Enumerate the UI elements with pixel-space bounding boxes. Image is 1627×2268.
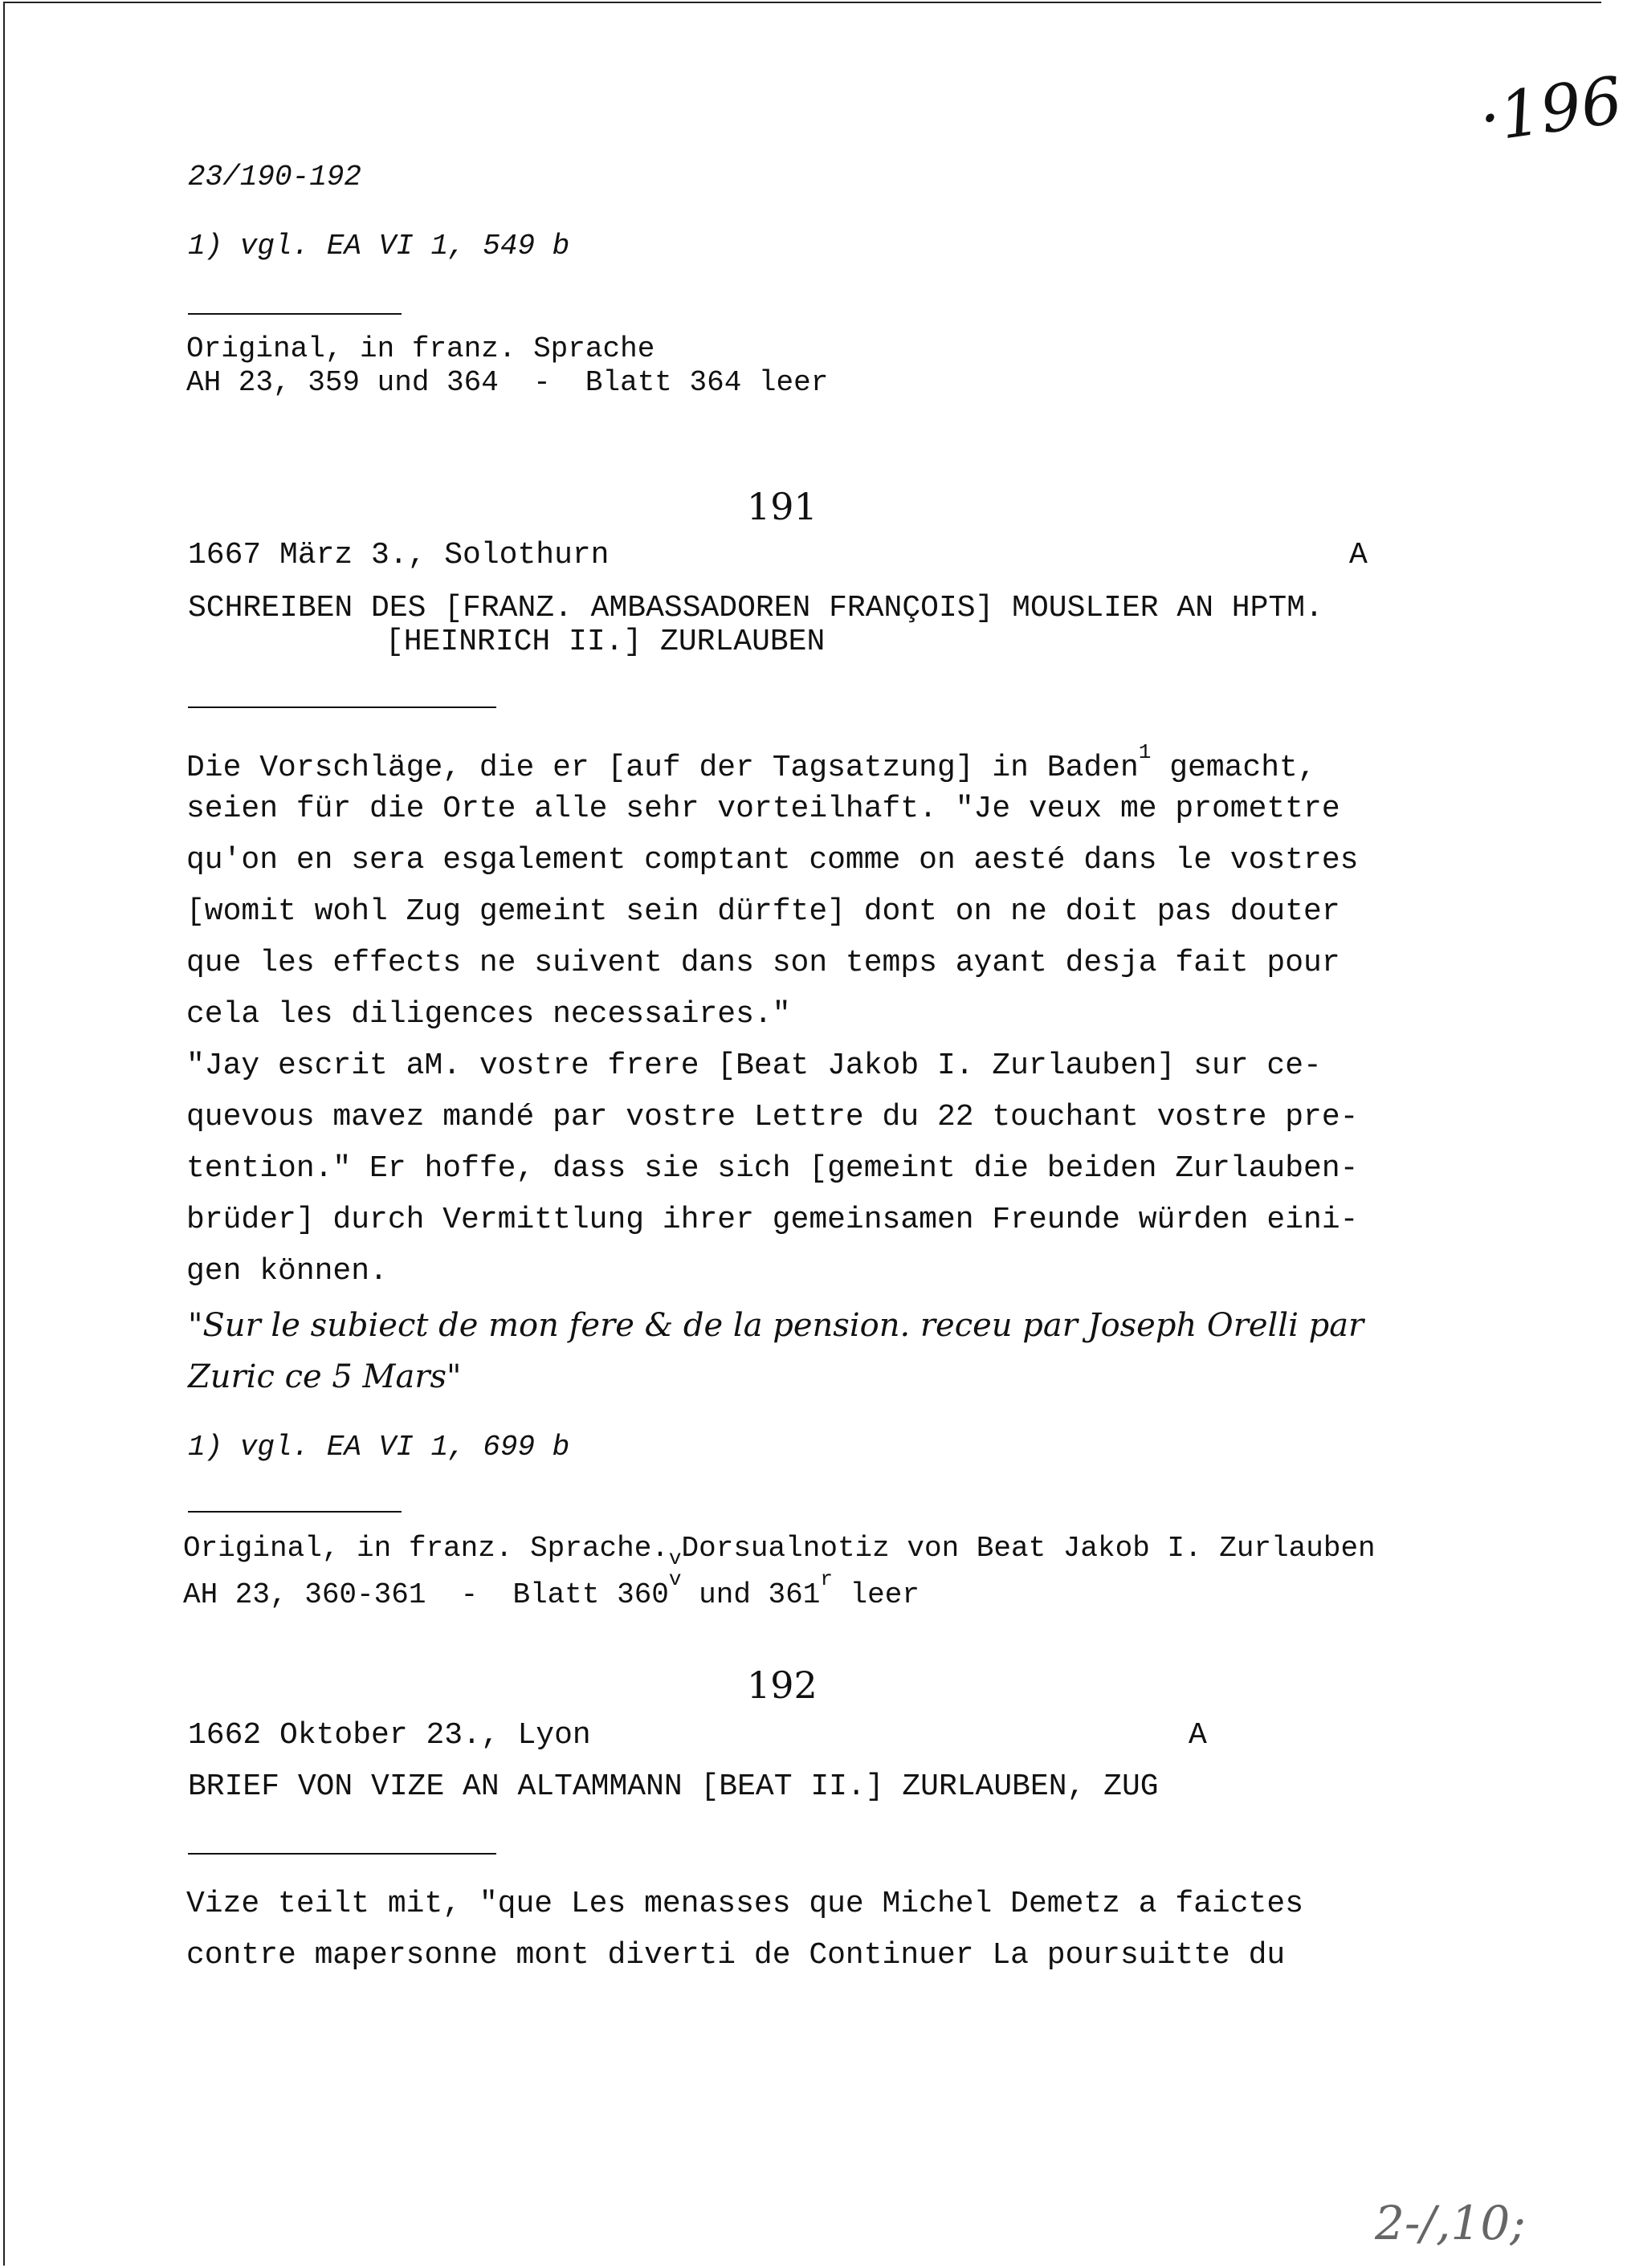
doc191-type-letter: A	[1349, 538, 1368, 572]
doc192-type-letter: A	[1189, 1718, 1207, 1753]
doc191-body-line-2: seien für die Orte alle sehr vorteilhaft. "Je veux me promettre	[186, 792, 1340, 826]
footnote-rule	[188, 313, 402, 315]
document-number-191: 191	[747, 485, 818, 528]
doc192-title: BRIEF VON VIZE AN ALTAMMANN [BEAT II.] ZURLAUBEN, ZUG	[188, 1769, 1159, 1804]
doc191-title-line1: SCHREIBEN DES [FRANZ. AMBASSADOREN FRANÇOIS] MOUSLIER AN HPTM.	[188, 591, 1323, 625]
doc192-body-line-2: contre mapersonne mont diverti de Continuer La poursuitte du	[186, 1938, 1286, 1973]
folio-number-handwritten: ·196	[1474, 63, 1627, 157]
footnote-rule-191	[188, 1511, 402, 1513]
doc191-body-line-6: cela les diligences necessaires."	[186, 997, 791, 1032]
header-reference: 23/190-192	[188, 161, 362, 193]
doc191-date-place: 1667 März 3., Solothurn	[188, 538, 610, 572]
doc191-body-line-4: [womit wohl Zug gemeint sein dürfte] dont on ne doit pas douter	[186, 894, 1340, 929]
doc191-title-line2: [HEINRICH II.] ZURLAUBEN	[385, 625, 826, 659]
document-number-192: 192	[747, 1663, 818, 1707]
doc191-body-line-7: "Jay escrit aM. vostre frere [Beat Jakob I. Zurlauben] sur ce-	[186, 1048, 1322, 1083]
footnote-marker: 1	[1138, 740, 1152, 764]
doc191-footnote: 1) vgl. EA VI 1, 699 b	[188, 1431, 570, 1464]
doc192-date-place: 1662 Oktober 23., Lyon	[188, 1718, 591, 1753]
section-rule-192	[188, 1853, 496, 1855]
source-prev-line1: Original, in franz. Sprache	[186, 332, 655, 365]
doc191-source-line1: Original, in franz. $Sprache._vDorsualnotiz$ von Beat Jakob I. Zurlauben	[183, 1532, 1376, 1570]
doc191-dorsal-note-line1: "Sur le subiect de mon fere & de la pension. receu par Joseph Orelli par	[188, 1307, 1364, 1344]
section-rule-191	[188, 706, 496, 708]
doc191-body-line-3: qu'on en sera esgalement comptant comme on aesté dans le vostres	[186, 843, 1359, 877]
doc191-body-line-8: quevous mavez mandé par vostre Lettre du 22 touchant vostre pre-	[186, 1100, 1359, 1134]
doc191-source-line2: AH 23, 360-361 - Blatt 360$^v$ und 361$^r$ leer	[183, 1567, 920, 1611]
source-prev-line2: AH 23, 359 und 364 - Blatt 364 leer	[186, 366, 829, 399]
doc191-body-line-11: gen können.	[186, 1254, 388, 1289]
doc191-body-line-1: Die Vorschläge, die er [auf der Tagsatzung] in Baden$^1$ gemacht,	[186, 740, 1316, 785]
doc191-dorsal-note-line2: Zuric ce 5 Mars"	[188, 1358, 462, 1395]
handwritten-page-mark: 2-/,10;	[1375, 2196, 1526, 2250]
doc191-body-line-10: brüder] durch Vermittlung ihrer gemeinsamen Freunde würden eini-	[186, 1203, 1359, 1237]
header-footnote: 1) vgl. EA VI 1, 549 b	[188, 230, 570, 263]
doc191-body-line-5: que les effects ne suivent dans son temps ayant desja fait pour	[186, 946, 1340, 980]
doc191-body-line-9: tention." Er hoffe, dass sie sich [gemeint die beiden Zurlauben-	[186, 1151, 1359, 1186]
doc192-body-line-1: Vize teilt mit, "que Les menasses que Michel Demetz a faictes	[186, 1887, 1304, 1921]
